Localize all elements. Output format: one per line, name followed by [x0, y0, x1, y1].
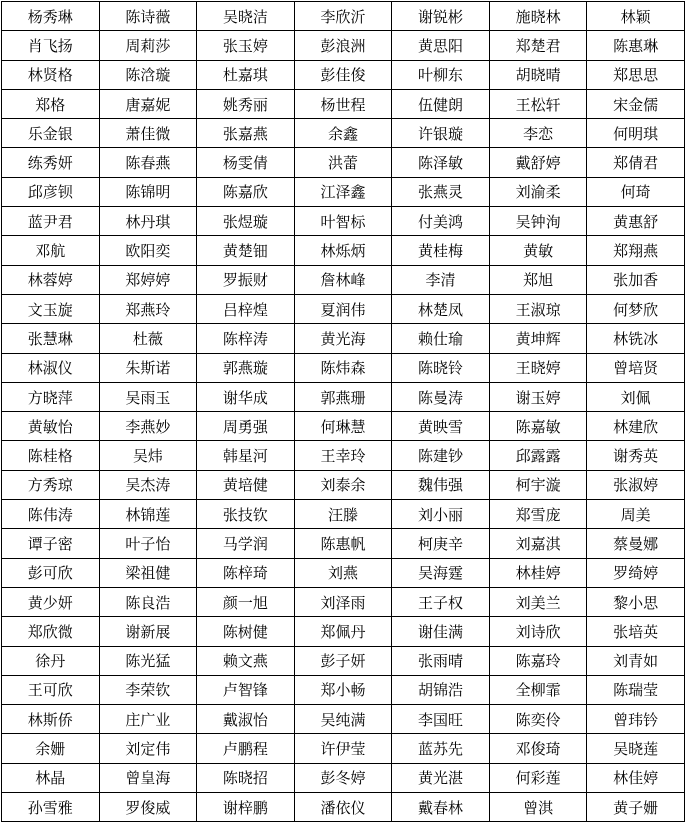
- table-row: [2, 500, 685, 529]
- name-cell: 曾皇海: [99, 763, 197, 792]
- name-cell: 陈嘉欣: [197, 177, 295, 206]
- name-cell: 陈梓琦: [197, 558, 295, 587]
- name-cell: 吕梓煌: [197, 294, 295, 323]
- name-cell: 许伊莹: [294, 734, 392, 763]
- name-cell: 方秀琼: [2, 470, 100, 499]
- name-cell: 郑楚君: [489, 31, 587, 60]
- name-cell: 何彩莲: [489, 763, 587, 792]
- name-cell: 柯宇漩: [489, 470, 587, 499]
- table-row: [2, 31, 685, 60]
- name-cell: 胡锦浩: [392, 675, 490, 704]
- name-cell: 刘嘉淇: [489, 529, 587, 558]
- table-row: [2, 353, 685, 382]
- table-row: [2, 558, 685, 587]
- name-cell: 刘燕: [294, 558, 392, 587]
- name-cell: 陈梓涛: [197, 324, 295, 353]
- table-row: [2, 412, 685, 441]
- name-cell: 练秀妍: [2, 148, 100, 177]
- name-cell: 赖仕瑜: [392, 324, 490, 353]
- name-cell: 余鑫: [294, 119, 392, 148]
- table-row: [2, 294, 685, 323]
- name-cell: 蓝尹君: [2, 207, 100, 236]
- name-cell: 陈建钞: [392, 441, 490, 470]
- name-cell: 林烁炳: [294, 236, 392, 265]
- name-cell: 曾培贤: [587, 353, 685, 382]
- name-cell: 杨雯倩: [197, 148, 295, 177]
- name-cell: 戴淑怡: [197, 705, 295, 734]
- name-cell: 林淑仪: [2, 353, 100, 382]
- name-cell: 刘泽雨: [294, 587, 392, 616]
- name-cell: 郑旭: [489, 265, 587, 294]
- name-cell: 叶柳东: [392, 60, 490, 89]
- name-cell: 王可欣: [2, 675, 100, 704]
- name-cell: 张玉婷: [197, 31, 295, 60]
- name-cell: 陈惠帆: [294, 529, 392, 558]
- name-cell: 吴雨玉: [99, 382, 197, 411]
- name-cell: 夏润伟: [294, 294, 392, 323]
- name-cell: 刘佩: [587, 382, 685, 411]
- table-row: [2, 89, 685, 118]
- name-cell: 林蓉婷: [2, 265, 100, 294]
- name-cell: 黄子姗: [587, 793, 685, 822]
- name-cell: 萧佳微: [99, 119, 197, 148]
- name-cell: 宋金儒: [587, 89, 685, 118]
- name-cell: 庄广业: [99, 705, 197, 734]
- name-roster-table: [1, 1, 685, 822]
- name-cell: 刘渝柔: [489, 177, 587, 206]
- name-cell: 郑翔燕: [587, 236, 685, 265]
- name-cell: 林晶: [2, 763, 100, 792]
- name-cell: 林铣冰: [587, 324, 685, 353]
- name-cell: 曾淇: [489, 793, 587, 822]
- table-row: [2, 470, 685, 499]
- name-cell: 黄少妍: [2, 587, 100, 616]
- name-cell: 潘依仪: [294, 793, 392, 822]
- name-cell: 谢锐彬: [392, 2, 490, 31]
- name-cell: 吴钟洵: [489, 207, 587, 236]
- name-cell: 黄敏: [489, 236, 587, 265]
- name-cell: 欧阳奕: [99, 236, 197, 265]
- name-cell: 谭子密: [2, 529, 100, 558]
- name-cell: 郭燕珊: [294, 382, 392, 411]
- name-cell: 何梦欣: [587, 294, 685, 323]
- name-cell: 彭冬婷: [294, 763, 392, 792]
- name-cell: 谢玉婷: [489, 382, 587, 411]
- name-cell: 刘泰余: [294, 470, 392, 499]
- name-cell: 陈曼涛: [392, 382, 490, 411]
- name-cell: 朱斯诺: [99, 353, 197, 382]
- name-cell: 何明琪: [587, 119, 685, 148]
- name-cell: 黎小思: [587, 587, 685, 616]
- table-row: [2, 705, 685, 734]
- name-cell: 陈诗薇: [99, 2, 197, 31]
- name-cell: 张雨晴: [392, 646, 490, 675]
- name-cell: 陈浛璇: [99, 60, 197, 89]
- name-cell: 许银璇: [392, 119, 490, 148]
- name-cell: 郑婷婷: [99, 265, 197, 294]
- name-cell: 王松轩: [489, 89, 587, 118]
- name-cell: 吴纯满: [294, 705, 392, 734]
- name-cell: 刘美兰: [489, 587, 587, 616]
- name-cell: 杜薇: [99, 324, 197, 353]
- name-cell: 罗俊威: [99, 793, 197, 822]
- name-cell: 柯庚辛: [392, 529, 490, 558]
- name-cell: 陈锦明: [99, 177, 197, 206]
- name-cell: 郑佩丹: [294, 617, 392, 646]
- name-cell: 刘诗欣: [489, 617, 587, 646]
- name-cell: 余姗: [2, 734, 100, 763]
- name-cell: 李恋: [489, 119, 587, 148]
- name-roster-body: [2, 2, 685, 822]
- name-cell: 陈晓铃: [392, 353, 490, 382]
- name-cell: 陈树健: [197, 617, 295, 646]
- name-cell: 汪滕: [294, 500, 392, 529]
- name-cell: 林斯侨: [2, 705, 100, 734]
- name-cell: 胡晓晴: [489, 60, 587, 89]
- name-cell: 李燕妙: [99, 412, 197, 441]
- name-cell: 邱彦钡: [2, 177, 100, 206]
- name-cell: 杨世程: [294, 89, 392, 118]
- table-row: [2, 529, 685, 558]
- name-cell: 叶子怡: [99, 529, 197, 558]
- table-row: [2, 265, 685, 294]
- name-cell: 孙雪雅: [2, 793, 100, 822]
- name-cell: 谢秀英: [587, 441, 685, 470]
- name-cell: 黄光海: [294, 324, 392, 353]
- name-cell: 马学润: [197, 529, 295, 558]
- name-cell: 林锦莲: [99, 500, 197, 529]
- name-cell: 李清: [392, 265, 490, 294]
- name-cell: 郑欣微: [2, 617, 100, 646]
- name-cell: 周美: [587, 500, 685, 529]
- name-cell: 戴舒婷: [489, 148, 587, 177]
- name-cell: 戴春林: [392, 793, 490, 822]
- name-cell: 蓝苏先: [392, 734, 490, 763]
- name-cell: 蔡曼娜: [587, 529, 685, 558]
- name-cell: 王淑琼: [489, 294, 587, 323]
- name-cell: 徐丹: [2, 646, 100, 675]
- name-cell: 付美鸿: [392, 207, 490, 236]
- table-row: [2, 148, 685, 177]
- name-cell: 张煜璇: [197, 207, 295, 236]
- name-cell: 卢鹏程: [197, 734, 295, 763]
- name-cell: 张嘉燕: [197, 119, 295, 148]
- name-cell: 郑倩君: [587, 148, 685, 177]
- name-cell: 黄敏怡: [2, 412, 100, 441]
- table-row: [2, 119, 685, 148]
- name-cell: 黄楚钿: [197, 236, 295, 265]
- name-cell: 林佳婷: [587, 763, 685, 792]
- name-cell: 曾玮钤: [587, 705, 685, 734]
- name-cell: 张加香: [587, 265, 685, 294]
- name-cell: 黄映雪: [392, 412, 490, 441]
- name-cell: 罗振财: [197, 265, 295, 294]
- name-cell: 黄光湛: [392, 763, 490, 792]
- name-cell: 陈春燕: [99, 148, 197, 177]
- name-cell: 陈瑞莹: [587, 675, 685, 704]
- name-cell: 郑格: [2, 89, 100, 118]
- name-cell: 文玉旋: [2, 294, 100, 323]
- name-cell: 郑雪庞: [489, 500, 587, 529]
- name-cell: 姚秀丽: [197, 89, 295, 118]
- name-cell: 彭可欣: [2, 558, 100, 587]
- name-cell: 方晓萍: [2, 382, 100, 411]
- name-cell: 韩星河: [197, 441, 295, 470]
- name-cell: 谢新展: [99, 617, 197, 646]
- name-cell: 陈伟涛: [2, 500, 100, 529]
- name-cell: 赖文燕: [197, 646, 295, 675]
- table-row: [2, 587, 685, 616]
- name-cell: 林楚凤: [392, 294, 490, 323]
- name-cell: 施晓林: [489, 2, 587, 31]
- name-cell: 彭浪洲: [294, 31, 392, 60]
- name-cell: 张淑婷: [587, 470, 685, 499]
- name-cell: 黄思阳: [392, 31, 490, 60]
- name-cell: 周勇强: [197, 412, 295, 441]
- name-cell: 吴海霆: [392, 558, 490, 587]
- name-cell: 郑小畅: [294, 675, 392, 704]
- name-cell: 陈桂格: [2, 441, 100, 470]
- name-cell: 邓航: [2, 236, 100, 265]
- name-cell: 郭燕璇: [197, 353, 295, 382]
- name-cell: 江泽鑫: [294, 177, 392, 206]
- name-cell: 何琦: [587, 177, 685, 206]
- table-row: [2, 177, 685, 206]
- table-row: [2, 646, 685, 675]
- name-cell: 吴晓莲: [587, 734, 685, 763]
- name-cell: 李欣沂: [294, 2, 392, 31]
- name-cell: 魏伟强: [392, 470, 490, 499]
- name-cell: 陈奕伶: [489, 705, 587, 734]
- name-cell: 何琳慧: [294, 412, 392, 441]
- name-cell: 郑思思: [587, 60, 685, 89]
- name-cell: 肖飞扬: [2, 31, 100, 60]
- name-cell: 林丹琪: [99, 207, 197, 236]
- name-cell: 张培英: [587, 617, 685, 646]
- table-row: [2, 60, 685, 89]
- name-cell: 李荣钦: [99, 675, 197, 704]
- table-row: [2, 236, 685, 265]
- name-cell: 黄坤辉: [489, 324, 587, 353]
- name-cell: 黄培健: [197, 470, 295, 499]
- name-cell: 谢梓鹏: [197, 793, 295, 822]
- name-cell: 林建欣: [587, 412, 685, 441]
- name-cell: 陈炜森: [294, 353, 392, 382]
- name-cell: 刘小丽: [392, 500, 490, 529]
- name-cell: 林颖: [587, 2, 685, 31]
- table-row: [2, 734, 685, 763]
- name-cell: 张技钦: [197, 500, 295, 529]
- table-row: [2, 324, 685, 353]
- name-cell: 叶智标: [294, 207, 392, 236]
- name-cell: 刘定伟: [99, 734, 197, 763]
- table-row: [2, 441, 685, 470]
- name-cell: 洪蕾: [294, 148, 392, 177]
- name-cell: 张慧琳: [2, 324, 100, 353]
- name-cell: 罗绮婷: [587, 558, 685, 587]
- name-cell: 王子权: [392, 587, 490, 616]
- table-row: [2, 763, 685, 792]
- name-cell: 陈嘉玲: [489, 646, 587, 675]
- table-row: [2, 2, 685, 31]
- name-cell: 陈惠琳: [587, 31, 685, 60]
- name-cell: 王幸玲: [294, 441, 392, 470]
- name-cell: 陈良浩: [99, 587, 197, 616]
- name-cell: 周莉莎: [99, 31, 197, 60]
- name-cell: 陈晓招: [197, 763, 295, 792]
- name-cell: 邓俊琦: [489, 734, 587, 763]
- table-row: [2, 617, 685, 646]
- name-cell: 王晓婷: [489, 353, 587, 382]
- name-cell: 吴晓洁: [197, 2, 295, 31]
- name-cell: 乐金银: [2, 119, 100, 148]
- name-cell: 陈泽敏: [392, 148, 490, 177]
- name-cell: 黄桂梅: [392, 236, 490, 265]
- name-cell: 梁祖健: [99, 558, 197, 587]
- name-cell: 杜嘉琪: [197, 60, 295, 89]
- name-cell: 彭子妍: [294, 646, 392, 675]
- name-cell: 颜一旭: [197, 587, 295, 616]
- name-cell: 陈光猛: [99, 646, 197, 675]
- name-cell: 吴杰涛: [99, 470, 197, 499]
- table-row: [2, 382, 685, 411]
- name-cell: 谢佳满: [392, 617, 490, 646]
- table-row: [2, 207, 685, 236]
- name-cell: 黄惠舒: [587, 207, 685, 236]
- table-row: [2, 675, 685, 704]
- name-cell: 全柳霏: [489, 675, 587, 704]
- name-cell: 唐嘉妮: [99, 89, 197, 118]
- name-cell: 谢华成: [197, 382, 295, 411]
- name-cell: 彭佳俊: [294, 60, 392, 89]
- name-cell: 卢智锋: [197, 675, 295, 704]
- name-cell: 林贤格: [2, 60, 100, 89]
- name-cell: 郑燕玲: [99, 294, 197, 323]
- name-cell: 林桂婷: [489, 558, 587, 587]
- name-cell: 吴炜: [99, 441, 197, 470]
- table-row: [2, 793, 685, 822]
- name-cell: 詹林峰: [294, 265, 392, 294]
- name-cell: 杨秀琳: [2, 2, 100, 31]
- name-cell: 陈嘉敏: [489, 412, 587, 441]
- name-cell: 刘青如: [587, 646, 685, 675]
- name-cell: 张燕灵: [392, 177, 490, 206]
- name-cell: 邱露露: [489, 441, 587, 470]
- name-cell: 伍健朗: [392, 89, 490, 118]
- name-cell: 李国旺: [392, 705, 490, 734]
